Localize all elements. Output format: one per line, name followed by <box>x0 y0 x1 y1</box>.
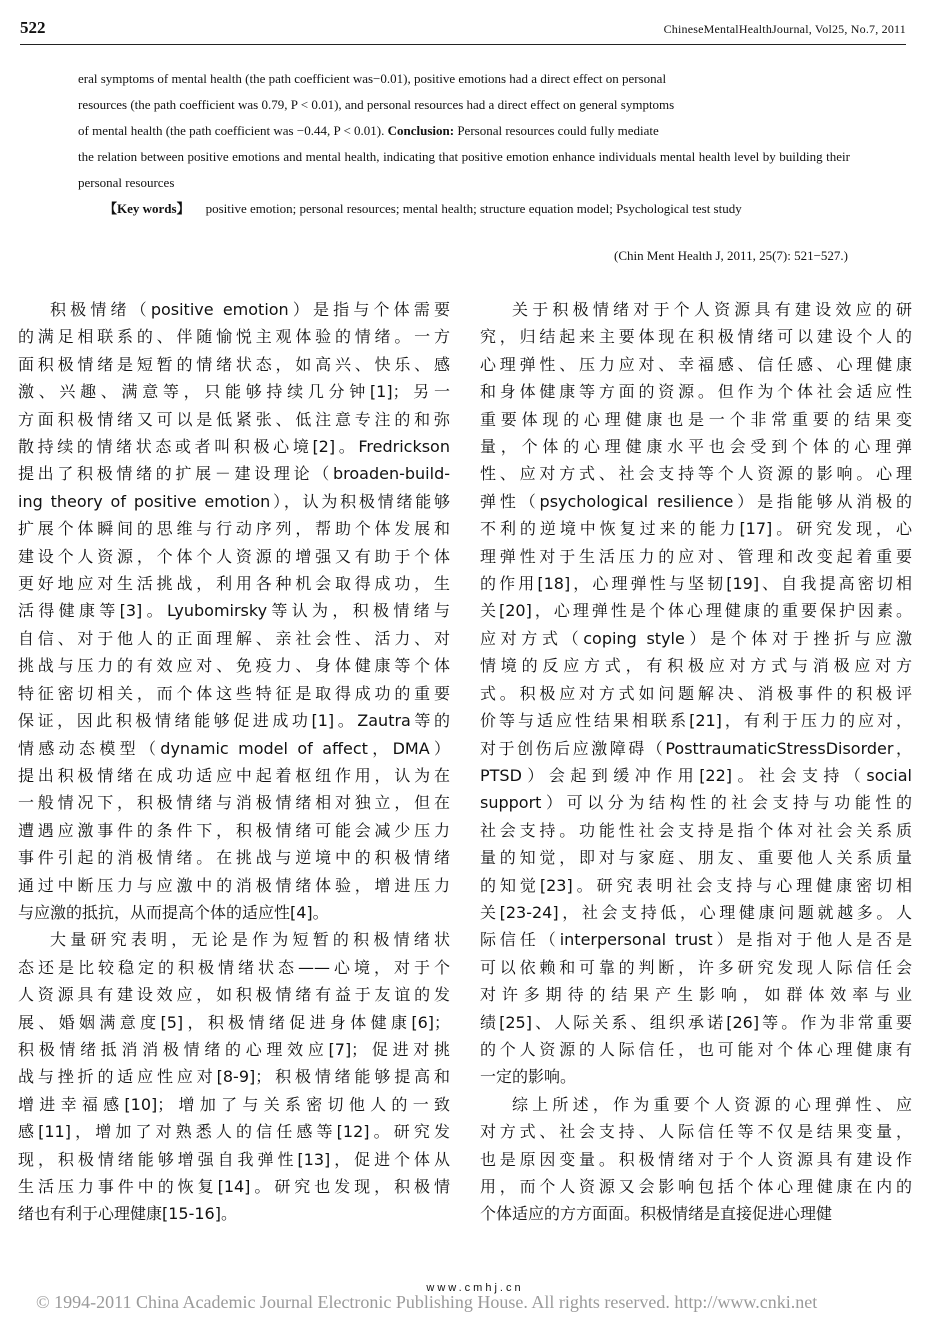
text-line: 性、应对方式、社会支持等个人资源的影响。心理 <box>480 464 912 484</box>
text-line: 一般情况下，积极情绪与消极情绪相对独立，但在 <box>18 793 450 813</box>
text-line: PTSD）会起到缓冲作用[22]。社会支持（social <box>480 765 912 785</box>
text-line: 积极情绪抵消消极情绪的心理效应[7]；促进对挑 <box>18 1039 450 1059</box>
footer-url: www.cmhj.cn <box>426 1282 524 1294</box>
page-header <box>20 14 906 44</box>
keywords-text: positive emotion; personal resources; mental health; structure equation model; Psychological test study <box>205 201 742 216</box>
text-line: 自信、对于他人的正面理解、亲社会性、活力、对 <box>18 628 450 648</box>
abstract-line-text: of mental health (the path coefficient was −0.44, P < 0.01). <box>78 123 388 138</box>
text-line: 保证，因此积极情绪能够促进成功[1]。Zautra等的 <box>18 711 450 731</box>
text-line: 的知觉[23]。研究表明社会支持与心理健康密切相 <box>480 875 912 895</box>
conclusion-text: Personal resources could fully mediate <box>457 123 659 138</box>
text-line: 弹性（psychological resilience）是指能够从消极的 <box>480 491 912 511</box>
text-line: 也是原因变量。积极情绪对于个人资源具有建设作 <box>480 1149 912 1169</box>
text-line: 际信任（interpersonal trust）是指对于他人是否是 <box>480 930 912 950</box>
text-line: 与应激的抵抗，从而提高个体的适应性[4]。 <box>18 902 329 922</box>
text-line: 特征密切相关，而个体这些特征是取得成功的重要 <box>18 683 450 703</box>
text-line: 重要体现的心理健康也是一个非常重要的结果变 <box>480 409 912 429</box>
abstract-line: resources (the path coefficient was 0.79, P < 0.01), and personal resources had a direct effect on general symptoms <box>78 97 675 112</box>
text-line: 扩展个体瞬间的思维与行动序列，帮助个体发展和 <box>18 519 450 539</box>
text-line: 人资源具有建设效应，如积极情绪有益于友谊的发 <box>18 985 450 1005</box>
keywords <box>78 196 850 222</box>
text-line: 建设个人资源，个体个人资源的增强又有助于个体 <box>18 546 450 566</box>
citation: (Chin Ment Health J, 2011, 25(7): 521−527.) <box>614 248 848 263</box>
text-line: 理弹性对于生活压力的应对、管理和改变起着重要 <box>480 546 912 566</box>
text-line: 价等与适应性结果相联系[21]，有利于压力的应对， <box>480 711 912 731</box>
text-line: 的满足相联系的、伴随愉悦主观体验的情绪。一方 <box>18 327 450 347</box>
text-line: 遭遇应激事件的条件下，积极情绪可能会减少压力 <box>18 820 450 840</box>
text-line: 事件引起的消极情绪。在挑战与逆境中的积极情绪 <box>18 848 450 868</box>
text-line: 绩[25]、人际关系、组织承诺[26]等。作为非常重要 <box>480 1012 912 1032</box>
text-line: 激、兴趣、满意等，只能够持续几分钟[1]；另一 <box>18 382 450 402</box>
text-line: 面积极情绪是短暂的情绪状态，如高兴、快乐、感 <box>18 354 450 374</box>
text-line: 一定的影响。 <box>480 1067 577 1087</box>
text-line: 关[23-24]，社会支持低，心理健康问题就越多。人 <box>480 902 912 922</box>
text-line: 通过中断压力与应激中的消极情绪体验，增进压力 <box>18 875 450 895</box>
text-line: 综上所述，作为重要个人资源的心理弹性、应 <box>512 1094 912 1114</box>
text-line: 心理弹性、压力应对、幸福感、信任感、心理健康 <box>480 354 912 374</box>
text-line: 挑战与压力的有效应对、免疫力、身体健康等个体 <box>18 656 450 676</box>
text-line: 量，个体的心理健康水平也会受到个体的心理弹 <box>480 437 912 457</box>
text-line: 对方式、社会支持、人际信任等不仅是结果变量， <box>480 1122 912 1142</box>
text-line: 展、婚姻满意度[5]，积极情绪促进身体健康[6]； <box>18 1012 450 1032</box>
text-line: 个体适应的方方面面。积极情绪是直接促进心理健 <box>480 1204 833 1224</box>
text-line: 究，归结起来主要体现在积极情绪可以建设个人的 <box>480 327 912 347</box>
text-line: 态还是比较稳定的积极情绪状态——心境，对于个 <box>18 957 450 977</box>
text-line: 社会支持。功能性社会支持是指个体对社会关系质 <box>480 820 912 840</box>
text-line: 感[11]，增加了对熟悉人的信任感等[12]。研究发 <box>18 1122 450 1142</box>
journal-info: ChineseMentalHealthJournal, Vol25, No.7, 2011 <box>663 22 906 36</box>
abstract-paragraph-end: the relation between positive emotions and mental health, indicating that positive emotion enhance individuals mental health level by building their personal resources <box>78 149 850 190</box>
text-line: 提出积极情绪在成功适应中起着枢纽作用，认为在 <box>18 765 450 785</box>
text-line: 对于创伤后应激障碍（PosttraumaticStressDisorder， <box>480 738 912 758</box>
text-line: 和身体健康等方面的资源。但作为个体社会适应性 <box>480 382 912 402</box>
text-line: 方面积极情绪又可以是低紧张、低注意专注的和弥 <box>18 409 450 429</box>
text-line: 情境的反应方式，有积极应对方式与消极应对方 <box>480 656 912 676</box>
text-line: 用，而个人资源又会影响包括个体心理健康在内的 <box>480 1177 912 1196</box>
text-line: 式。积极应对方式如问题解决、消极事件的积极评 <box>480 683 912 703</box>
copyright-watermark: © 1994-2011 China Academic Journal Electronic Publishing House. All rights reserved. http://www.cnki.net <box>36 1292 818 1312</box>
text-line: 生活压力事件中的恢复[14]。研究也发现，积极情 <box>18 1177 450 1196</box>
text-line: 情感动态模型（dynamic model of affect，DMA） <box>18 738 450 758</box>
text-line: 大量研究表明，无论是作为短暂的积极情绪状 <box>50 930 450 950</box>
text-line: 积极情绪（positive emotion）是指与个体需要 <box>50 300 450 319</box>
conclusion-label: Conclusion: <box>387 123 455 138</box>
text-line: 关[20]，心理弹性是个体心理健康的重要保护因素。 <box>480 601 912 621</box>
text-line: 活得健康等[3]。Lyubomirsky等认为，积极情绪与 <box>18 601 450 621</box>
text-line: 现，积极情绪能够增强自我弹性[13]，促进个体从 <box>18 1149 450 1169</box>
text-line: 提出了积极情绪的扩展－建设理论（broaden-build- <box>18 464 450 484</box>
english-abstract <box>78 66 850 222</box>
text-line: 更好地应对生活挑战，利用各种机会取得成功，生 <box>18 574 450 594</box>
text-line: 绪也有利于心理健康[15-16]。 <box>18 1204 237 1224</box>
text-line: 不利的逆境中恢复过来的能力[17]。研究发现，心 <box>480 519 912 539</box>
text-line: 的个人资源的人际信任，也可能对个体心理健康有 <box>480 1039 912 1059</box>
keywords-label: 【Key words】 <box>104 201 190 216</box>
text-line: ing theory of positive emotion），认为积极情绪能够 <box>18 491 450 511</box>
text-line: 关于积极情绪对于个人资源具有建设效应的研 <box>512 300 912 319</box>
text-line: 应对方式（coping style）是个体对于挫折与应激 <box>480 628 912 648</box>
text-line: 对许多期待的结果产生影响，如群体效率与业 <box>480 985 912 1005</box>
abstract-line <box>78 118 850 144</box>
text-line: support）可以分为结构性的社会支持与功能性的 <box>480 793 912 813</box>
right-column <box>480 296 912 1228</box>
text-line: 增进幸福感[10]；增加了与关系密切他人的一致 <box>18 1094 450 1114</box>
abstract-line: eral symptoms of mental health (the path coefficient was−0.01), positive emotions had a direct effect on personal <box>78 71 667 86</box>
page-number: 522 <box>20 18 46 37</box>
text-line: 散持续的情绪状态或者叫积极心境[2]。Fredrickson <box>18 437 450 457</box>
text-line: 可以依赖和可靠的判断，许多研究发现人际信任会 <box>480 957 912 977</box>
header-rule <box>20 44 906 45</box>
text-line: 量的知觉，即对与家庭、朋友、重要他人关系质量 <box>480 848 912 868</box>
text-line: 的作用[18]，心理弹性与坚韧[19]、自我提高密切相 <box>480 574 912 594</box>
text-line: 战与挫折的适应性应对[8-9]；积极情绪能够提高和 <box>18 1067 450 1087</box>
left-column <box>18 296 450 1228</box>
